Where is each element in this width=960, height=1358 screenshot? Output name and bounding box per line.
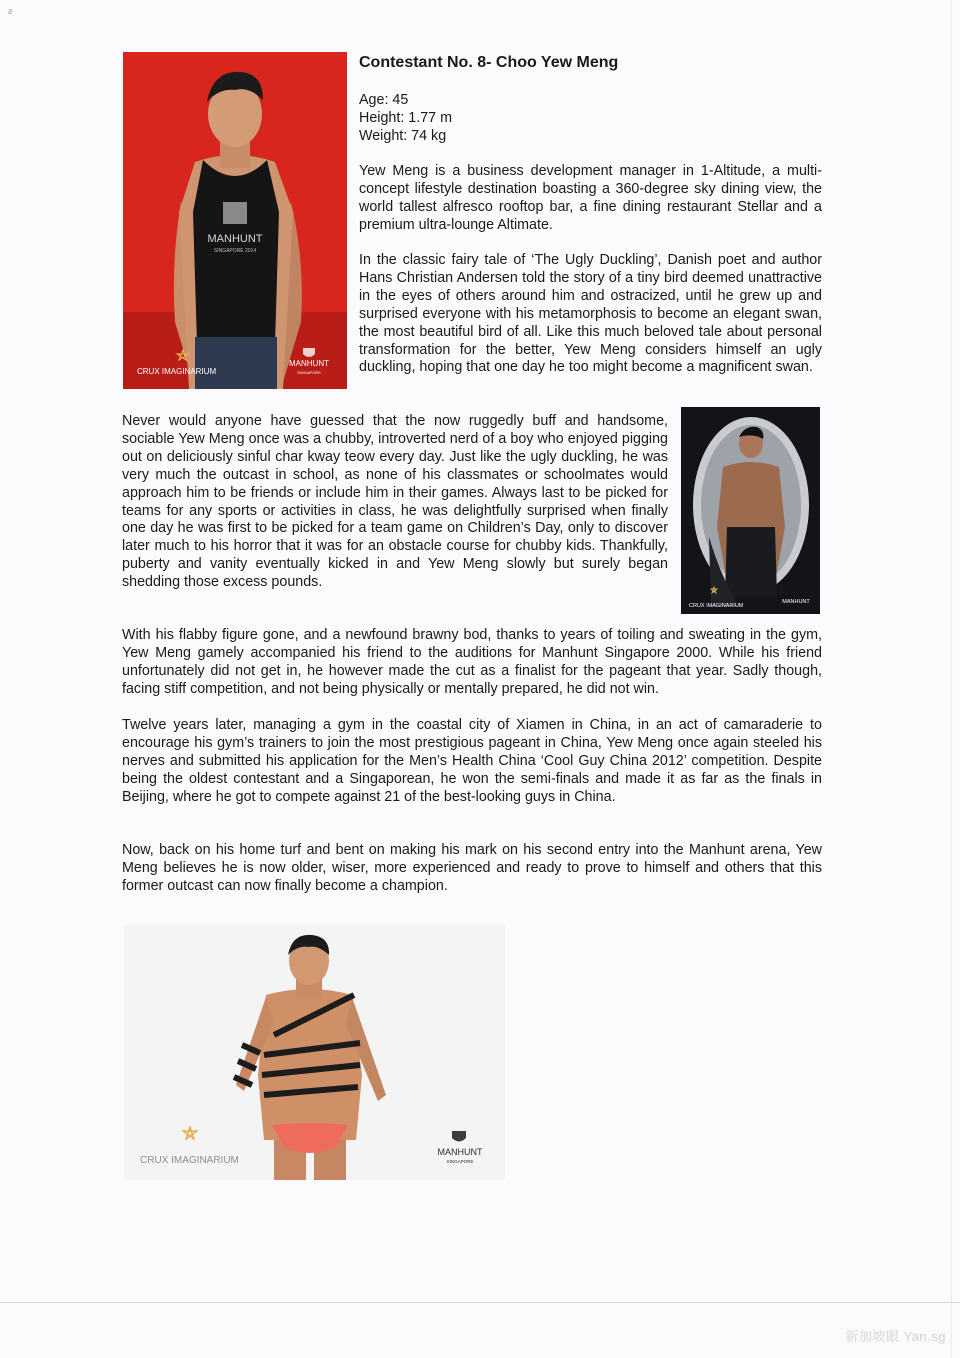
paragraph-ugly-duckling: In the classic fairy tale of ‘The Ugly Duckling’, Danish poet and author Hans Christian Andersen told the story of a tiny bird deemed unattractive in the eyes of others around him and ostracized, until he grew up and surprised everyone with his metamorphosis to become an elegant swan, the most beautiful bird of all. Like this much beloved tale about personal transformation for the better, Yew Meng considers himself an ugly duckling, hoping that one day he too might become a magnificent swan. <box>359 252 822 376</box>
stat-height: Height: 1.77 m <box>359 110 452 126</box>
scan-fold-line <box>951 0 952 1358</box>
paragraph-xiamen: Twelve years later, managing a gym in the coastal city of Xiamen in China, in an act of camaraderie to encourage his gym’s trainers to join the most prestigious pageant in China, Yew Meng once again steeled his nerves and submitted his application for the Men’s Health China ‘Cool Guy China 2012’ competition. Despite being the oldest contestant and a Singaporean, he won the semi-finals and made it as far as the finals in Beijing, where he got to compete against 21 of the best-looking guys in China. <box>122 717 822 805</box>
photo2-manhunt-logo: MANHUNT <box>782 599 810 605</box>
shirt-brand-text: MANHUNT <box>207 233 263 245</box>
paragraph-childhood: Never would anyone have guessed that the now ruggedly buff and handsome, sociable Yew Meng once was a chubby, introverted nerd of a boy who enjoyed pigging out on deliciously sinful char kway teow every day. Just like the ugly duckling, he was very much the outcast in school, as none of his classmates or schoolmates would approach him to be friends or include him in their games. Always last to be picked for teams for any sports or activities in class, he was delightfully surprised when finally one day he was first to be picked for a team game on Children’s Day, only to discover later much to his horror that it was for an obstacle course for chubby kids. Thankfully, puberty and vanity eventually kicked in and Yew Meng slowly but surely began shedding those excess pounds. <box>122 413 668 591</box>
photo1-manhunt-logo: MANHUNT <box>289 359 329 368</box>
photo3-crux-logo: CRUX IMAGINARIUM <box>140 1155 239 1166</box>
stat-weight: Weight: 74 kg <box>359 128 447 144</box>
stat-age: Age: 45 <box>359 92 409 108</box>
contestant-photo-white <box>124 925 505 1180</box>
scan-corner-mark: ƨ <box>8 6 13 16</box>
contestant-photo-dark <box>681 407 820 614</box>
contestant-photo-white-art <box>124 925 505 1180</box>
site-watermark: 新加坡眼 Yan.sg <box>845 1329 946 1344</box>
photo3-manhunt-logo: MANHUNT <box>437 1147 483 1157</box>
photo1-crux-logo: CRUX IMAGINARIUM <box>137 367 217 376</box>
paragraph-manhunt-2000: With his flabby figure gone, and a newfound brawny bod, thanks to years of toiling and sweating in the gym, Yew Meng gamely accompanied his friend to the auditions for Manhunt Singapore 2000. While his friend unfortunately did not get in, he however made the cut as a finalist for the pageant that year. Sadly though, facing stiff competition, and not being physically or mentally prepared, he did not win. <box>122 627 822 697</box>
paragraph-intro: Yew Meng is a business development manager in 1-Altitude, a multi-concept lifestyle destination boasting a 360-degree sky dining view, the world tallest alfresco rooftop bar, a fine dining restaurant Stellar and a premium ultra-lounge Altimate. <box>359 163 822 233</box>
photo2-crux-logo: CRUX IMAGINARIUM <box>689 603 744 609</box>
article-title: Contestant No. 8- Choo Yew Meng <box>359 54 619 71</box>
contestant-photo-red <box>123 52 347 389</box>
contestant-photo-red-art <box>123 52 347 389</box>
shirt-sub-text: SINGAPORE 2014 <box>213 248 257 254</box>
contestant-stats <box>359 91 452 145</box>
contestant-photo-dark-art <box>681 407 820 614</box>
photo3-manhunt-sub: SINGAPORE <box>446 1159 474 1164</box>
photo1-manhunt-sub: SINGAPORE <box>297 370 321 375</box>
scan-page-edge <box>0 1302 960 1303</box>
paragraph-home-turf: Now, back on his home turf and bent on making his mark on his second entry into the Manhunt arena, Yew Meng believes he is now older, wiser, more experienced and ready to prove to himself and others that this former outcast can now finally become a champion. <box>122 842 822 894</box>
